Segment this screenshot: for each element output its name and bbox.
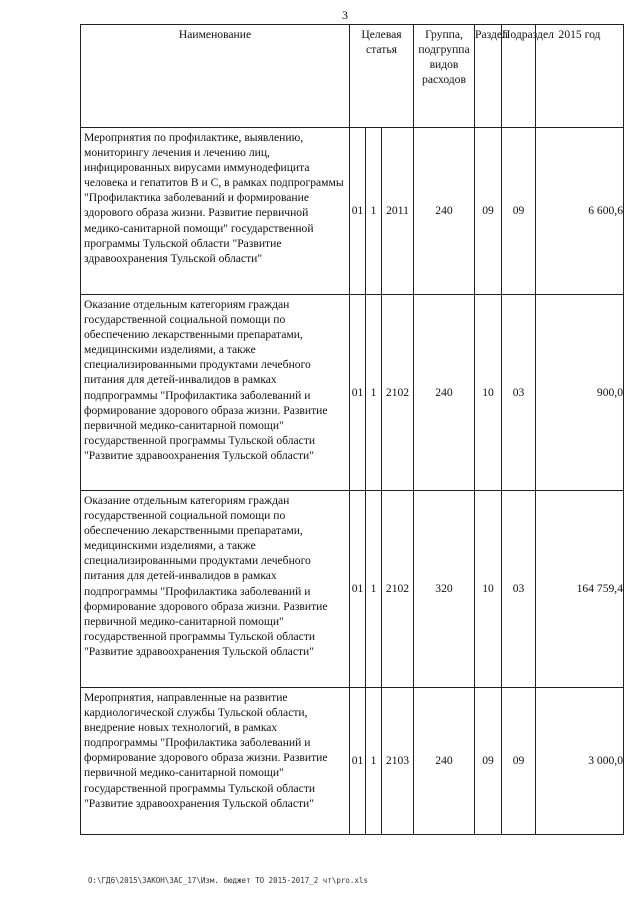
row-name: Оказание отдельным категориям граждан государственной социальной помощи по обеспечению лекарственными препаратами, медицинскими изделиями, а также специализированными продуктами лечебного питания для детей-инвалидов в рамках подпрограммы "Профилактика заболеваний и формирование здорового образа жизни. Развитие первичной медико-санитарной помощи" государственной программы Тульской области "Развитие здравоохранения Тульской области" <box>81 491 350 688</box>
target-code-part1: 01 <box>350 295 366 491</box>
target-code-part1: 01 <box>350 128 366 295</box>
table-row <box>81 128 624 295</box>
section-code: 10 <box>475 491 502 688</box>
target-code-part2: 1 <box>366 491 382 688</box>
section-code: 09 <box>475 688 502 835</box>
group-code: 240 <box>414 688 475 835</box>
target-code-part3: 2102 <box>382 491 414 688</box>
group-code: 240 <box>414 295 475 491</box>
budget-table <box>80 24 624 835</box>
target-code-part3: 2102 <box>382 295 414 491</box>
row-name: Оказание отдельным категориям граждан государственной социальной помощи по обеспечению лекарственными препаратами, медицинскими изделиями, а также специализированными продуктами лечебного питания для детей-инвалидов в рамках подпрограммы "Профилактика заболеваний и формирование здорового образа жизни. Развитие первичной медико-санитарной помощи" государственной программы Тульской области "Развитие здравоохранения Тульской области" <box>81 295 350 491</box>
subsection-code: 03 <box>502 295 536 491</box>
header-target: Целевая статья <box>350 25 414 128</box>
subsection-code: 03 <box>502 491 536 688</box>
amount: 900,0 <box>536 295 624 491</box>
subsection-code: 09 <box>502 688 536 835</box>
amount: 6 600,6 <box>536 128 624 295</box>
header-year: 2015 год <box>536 25 624 128</box>
header-name: Наименование <box>81 25 350 128</box>
target-code-part2: 1 <box>366 688 382 835</box>
subsection-code: 09 <box>502 128 536 295</box>
row-name: Мероприятия по профилактике, выявлению, мониторингу лечения и лечению лиц, инфицированных вирусами иммунодефицита человека и гепатитов В и С, в рамках подпрограммы "Профилактика заболеваний и формирование здорового образа жизни. Развитие первичной медико-санитарной помощи" государственной программы Тульской области "Развитие здравоохранения Тульской области" <box>81 128 350 295</box>
table-row <box>81 295 624 491</box>
section-code: 10 <box>475 295 502 491</box>
group-code: 320 <box>414 491 475 688</box>
amount: 164 759,4 <box>536 491 624 688</box>
header-group: Группа, подгруппа видов расходов <box>414 25 475 128</box>
file-path-footer: O:\ГД6\2015\ЗАКОН\ЗАС_17\Изм. бюджет ТО 2015-2017_2 чт\pro.xls <box>88 876 368 885</box>
page-number: 3 <box>342 8 348 22</box>
target-code-part1: 01 <box>350 688 366 835</box>
row-name: Мероприятия, направленные на развитие кардиологической службы Тульской области, внедрение новых технологий, в рамках подпрограммы "Профилактика заболеваний и формирование здорового образа жизни. Развитие первичной медико-санитарной помощи" государственной программы Тульской области "Развитие здравоохранения Тульской области" <box>81 688 350 835</box>
table-row <box>81 491 624 688</box>
header-section: Раздел <box>475 25 502 128</box>
section-code: 09 <box>475 128 502 295</box>
amount: 3 000,0 <box>536 688 624 835</box>
table-header-row <box>81 25 624 128</box>
target-code-part1: 01 <box>350 491 366 688</box>
table-row <box>81 688 624 835</box>
header-subsection: Подраздел <box>502 25 536 128</box>
group-code: 240 <box>414 128 475 295</box>
target-code-part3: 2011 <box>382 128 414 295</box>
target-code-part2: 1 <box>366 295 382 491</box>
target-code-part2: 1 <box>366 128 382 295</box>
target-code-part3: 2103 <box>382 688 414 835</box>
